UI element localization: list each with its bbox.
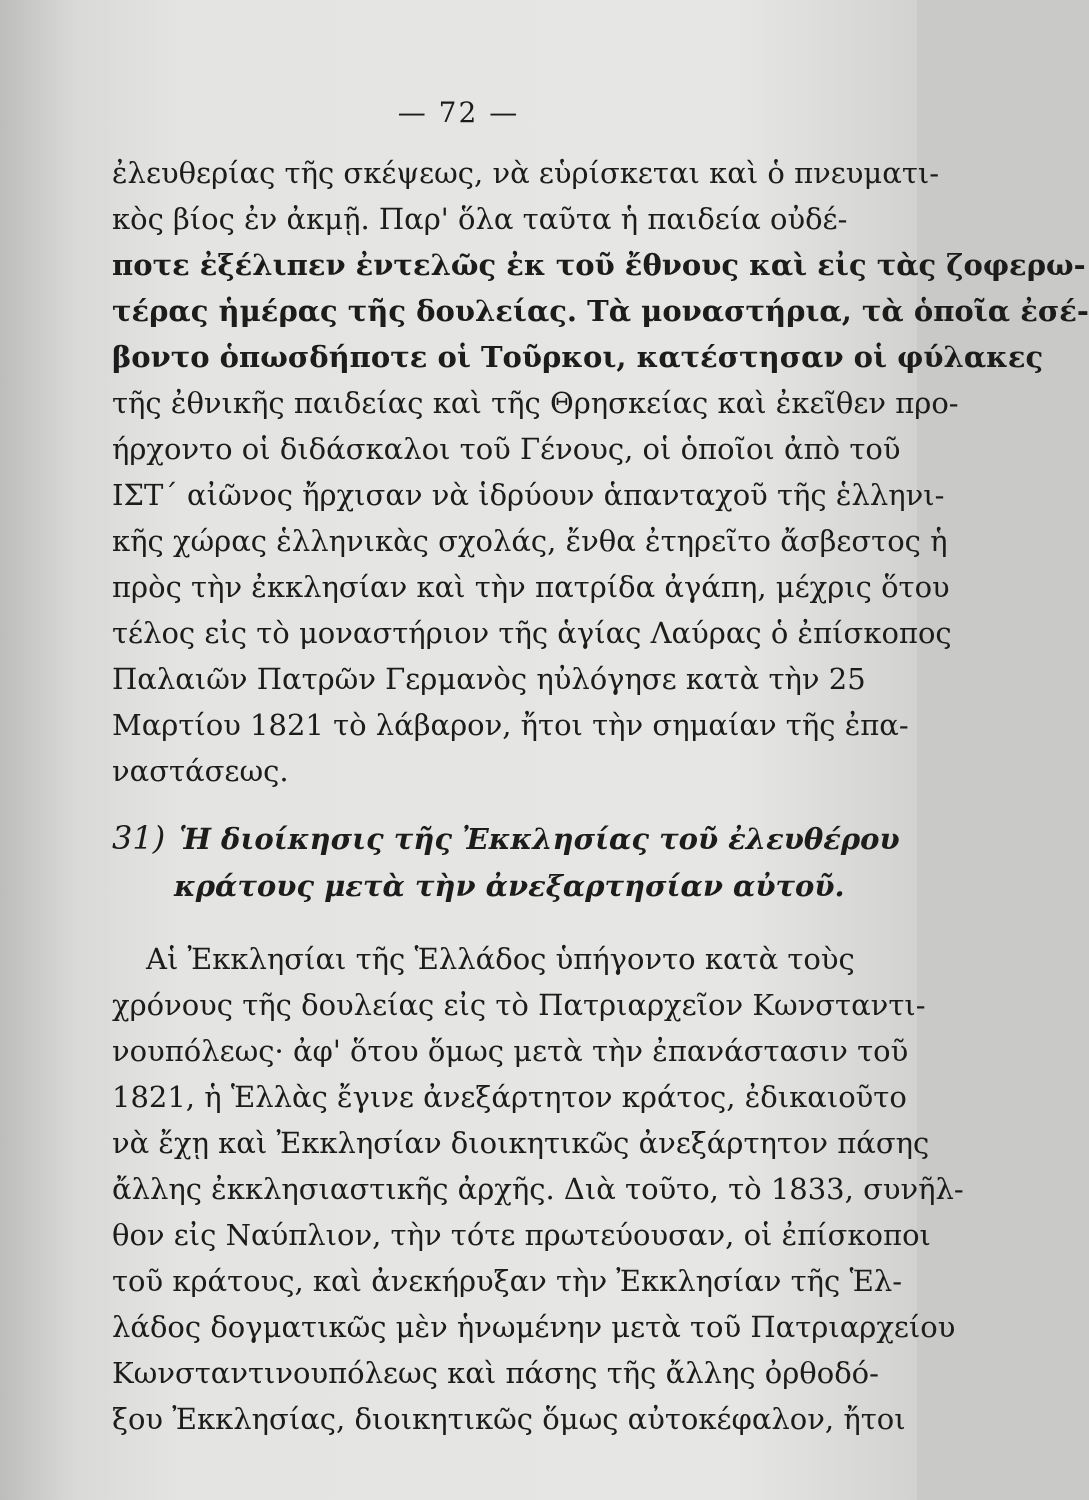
text-line: τέλος εἰς τὸ μοναστήριον τῆς ἁγίας Λαύρας ὁ ἐπίσκοπος [112, 616, 952, 650]
text-line: Παλαιῶν Πατρῶν Γερμανὸς ηὐλόγησε κατὰ τὴν 25 [112, 662, 866, 696]
text-line: ἐλευθερίας τῆς σκέψεως, νὰ εὑρίσκεται καὶ ὁ πνευματι- [112, 156, 940, 190]
text-line: κὸς βίος ἐν ἀκμῇ. Παρ' ὅλα ταῦτα ἡ παιδεία οὐδέ- [112, 202, 848, 236]
text-line: ποτε ἐξέλιπεν ἐντελῶς ἐκ τοῦ ἔθνους καὶ εἰς τὰς ζοφερω- [112, 248, 1086, 282]
text-line: βοντο ὁπωσδήποτε οἱ Τοῦρκοι, κατέστησαν οἱ φύλακες [112, 340, 1044, 374]
section-heading-line-1 [112, 814, 900, 862]
text-line: Αἱ Ἐκκλησίαι τῆς Ἑλλάδος ὑπήγοντο κατὰ τοὺς [146, 942, 855, 976]
text-line: ναστάσεως. [112, 754, 289, 788]
section-title-part-1: Ἡ διοίκησις τῆς Ἐκκλησίας τοῦ ἐλευθέρου [179, 822, 900, 856]
page-number: — 72 — [397, 96, 520, 129]
text-line: τῆς ἐθνικῆς παιδείας καὶ τῆς Θρησκείας καὶ ἐκεῖθεν προ- [112, 386, 959, 420]
text-line: κῆς χώρας ἑλληνικὰς σχολάς, ἔνθα ἐτηρεῖτο ἄσβεστος ἡ [112, 524, 948, 558]
text-line: ΙΣΤ΄ αἰῶνος ἤρχισαν νὰ ἱδρύουν ἁπανταχοῦ τῆς ἑλληνι- [112, 478, 945, 512]
text-line: τέρας ἡμέρας τῆς δουλείας. Τὰ μοναστήρια, τὰ ὁποῖα ἐσέ- [112, 294, 1089, 328]
text-line: τοῦ κράτους, καὶ ἀνεκήρυξαν τὴν Ἐκκλησίαν τῆς Ἑλ- [112, 1264, 903, 1298]
text-line: νὰ ἔχῃ καὶ Ἐκκλησίαν διοικητικῶς ἀνεξάρτητον πάσης [112, 1126, 930, 1160]
text-line: Μαρτίου 1821 τὸ λάβαρον, ἤτοι τὴν σημαίαν τῆς ἐπα- [112, 708, 909, 742]
paragraph-2 [112, 936, 964, 1442]
page-text [112, 150, 1089, 1442]
text-line: 1821, ἡ Ἑλλὰς ἔγινε ἀνεξάρτητον κράτος, ἐδικαιοῦτο [112, 1080, 907, 1114]
text-line: πρὸς τὴν ἐκκλησίαν καὶ τὴν πατρίδα ἀγάπη, μέχρις ὅτου [112, 570, 950, 604]
text-line: ξου Ἐκκλησίας, διοικητικῶς ὅμως αὐτοκέφαλον, ἤτοι [112, 1402, 906, 1436]
text-line: χρόνους τῆς δουλείας εἰς τὸ Πατριαρχεῖον Κωνσταντι- [112, 988, 926, 1022]
text-line: θον εἰς Ναύπλιον, τὴν τότε πρωτεύουσαν, οἱ ἐπίσκοποι [112, 1218, 931, 1252]
section-heading [112, 814, 900, 910]
section-title-part-2: κράτους μετὰ τὴν ἀνεξαρτησίαν αὐτοῦ. [174, 869, 845, 903]
section-number: 31) [112, 819, 166, 857]
paragraph-1 [112, 150, 1089, 794]
text-line: ήρχοντο οἱ διδάσκαλοι τοῦ Γένους, οἱ ὁποῖοι ἀπὸ τοῦ [112, 432, 901, 466]
text-line: νουπόλεως· ἀφ' ὅτου ὅμως μετὰ τὴν ἐπανάστασιν τοῦ [112, 1034, 909, 1068]
text-line: Κωνσταντινουπόλεως καὶ πάσης τῆς ἄλλης ὀρθοδό- [112, 1356, 879, 1390]
text-line: ἄλλης ἐκκλησιαστικῆς ἀρχῆς. Διὰ τοῦτο, τὸ 1833, συνῆλ- [112, 1172, 964, 1206]
text-line: λάδος δογματικῶς μὲν ἡνωμένην μετὰ τοῦ Πατριαρχείου [112, 1310, 956, 1344]
